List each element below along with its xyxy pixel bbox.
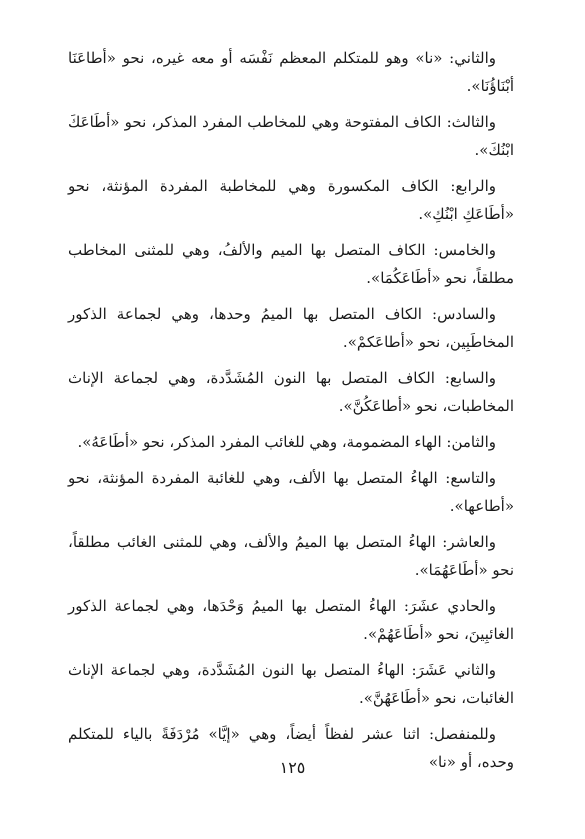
page-body <box>68 44 514 784</box>
paragraph-seventh-pronoun: والسابع: الكاف المتصل بها النون المُشَدَّدة، وهي لجماعة الإناث المخاطبات، نحو «أطاعَكُنَّ». <box>68 369 514 415</box>
paragraph-eleventh-pronoun: والحادي عشَرَ: الهاءُ المتصل بها الميمُ وَحْدَها، وهي لجماعة الذكور الغائبِينَ، نحو «أطَاعَهُمْ». <box>68 597 514 643</box>
paragraph-third-pronoun: والثالث: الكاف المفتوحة وهي للمخاطب المفرد المذكر، نحو «أطَاعَكَ ابْنُكَ». <box>68 113 514 159</box>
paragraph-fourth-pronoun: والرابع: الكاف المكسورة وهي للمخاطبة المفردة المؤنثة، نحو «أطَاعَكِ ابْنُكِ». <box>68 177 514 223</box>
paragraph-tenth-pronoun: والعاشر: الهاءُ المتصل بها الميمُ والألف، وهي للمثنى الغائب مطلقاً، نحو «أطَاعَهُمَا». <box>68 533 514 579</box>
paragraph-twelfth-pronoun: والثاني عَشَرَ: الهاءُ المتصل بها النون المُشَدَّدة، وهي لجماعة الإناث الغائبات، نحو «أطَاعَهُنَّ». <box>68 661 514 707</box>
paragraph-eighth-pronoun: والثامن: الهاء المضمومة، وهي للغائب المفرد المذكر، نحو «أطَاعَهُ». <box>77 433 496 451</box>
paragraph-second-pronoun: والثاني: «نا» وهو للمتكلم المعظم نَفْسَه أو معه غيره، نحو «أطاعَنَا أبْنَاؤُنَا». <box>68 49 514 95</box>
paragraph-detached-pronouns: وللمنفصل: اثنا عشر لفظاً أيضاً، وهي «إيَّا» مُرْدَفَةً بالياء للمتكلم وحده، أو «نا» <box>68 725 514 771</box>
page-number: ١٢٥ <box>279 758 306 777</box>
paragraph-sixth-pronoun: والسادس: الكاف المتصل بها الميمُ وحدها، وهي لجماعة الذكور المخاطَبِين، نحو «أطاعَكمْ». <box>68 305 514 351</box>
paragraph-ninth-pronoun: والتاسع: الهاءُ المتصل بها الألف، وهي للغائبة المفردة المؤنثة، نحو «أطاعها». <box>68 469 514 515</box>
paragraph-fifth-pronoun: والخامس: الكاف المتصل بها الميم والألفُ، وهي للمثنى المخاطب مطلقاً، نحو «أطَاعَكُمَا». <box>68 241 514 287</box>
